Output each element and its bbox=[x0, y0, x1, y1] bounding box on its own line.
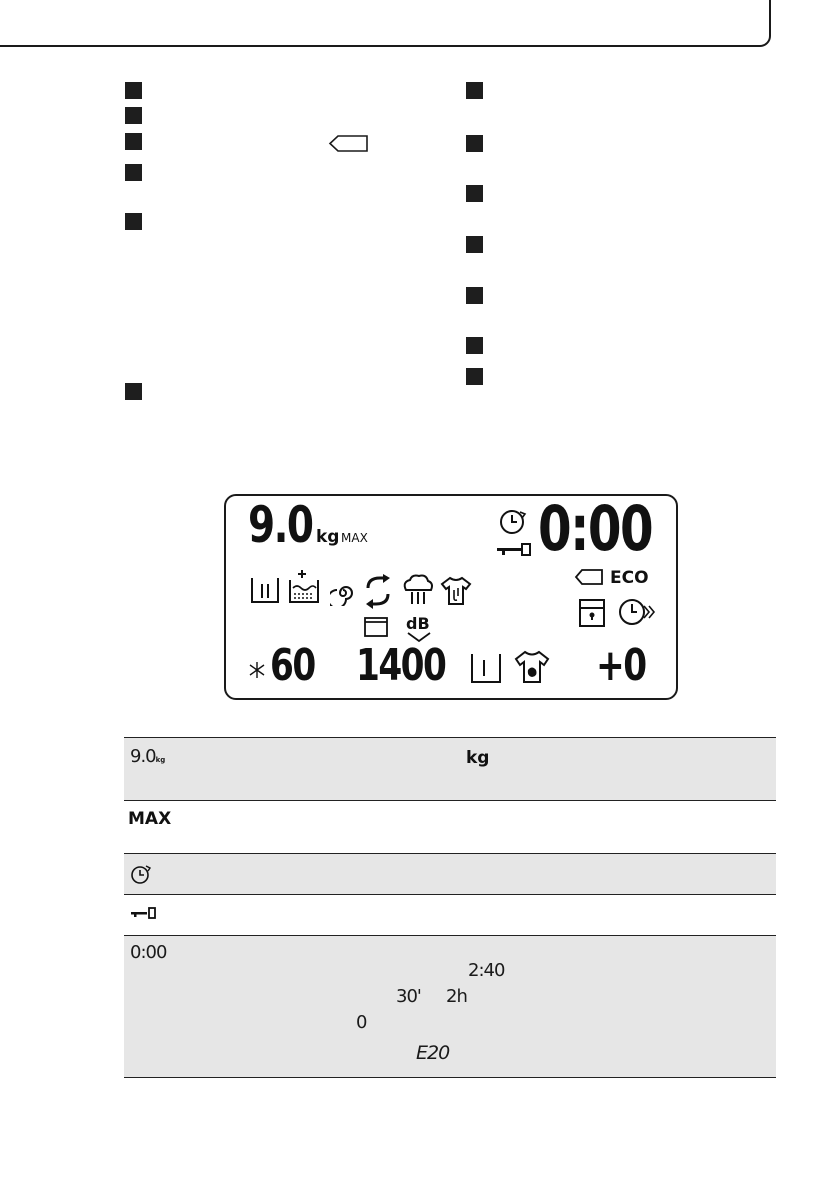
row-weight-icon-unit: kg bbox=[155, 756, 166, 764]
delay-clock-icon bbox=[498, 508, 528, 536]
table-row-time bbox=[124, 936, 776, 1078]
marker-9 bbox=[466, 185, 483, 202]
row-time-value-3: 2h bbox=[446, 986, 467, 1007]
table-row-lock bbox=[124, 895, 776, 936]
eco-label-tag-icon bbox=[574, 568, 604, 586]
marker-13 bbox=[466, 368, 483, 385]
header-rule-graphic bbox=[0, 0, 839, 50]
spin-value: 1400 bbox=[356, 640, 446, 691]
wash-tub-icon bbox=[470, 652, 502, 684]
rinse-arrows-icon bbox=[362, 574, 394, 610]
eco-label: ECO bbox=[610, 568, 649, 588]
marker-1 bbox=[125, 82, 142, 99]
row-time-value-2: 30' bbox=[396, 986, 421, 1007]
table-row-delay bbox=[124, 854, 776, 895]
marker-8 bbox=[466, 135, 483, 152]
marker-10 bbox=[466, 236, 483, 253]
marker-4 bbox=[125, 164, 142, 181]
eco-tag-icon bbox=[328, 134, 370, 154]
row-weight-icon bbox=[130, 746, 165, 767]
shirt-icon bbox=[440, 576, 472, 606]
detergent-box-icon bbox=[363, 616, 389, 638]
spin-spiral-icon bbox=[330, 580, 356, 606]
row-time-icon: 0:00 bbox=[130, 942, 167, 963]
stain-shirt-icon bbox=[514, 650, 550, 684]
prewash-tub-icon bbox=[250, 576, 280, 604]
row-time-value-1: 2:40 bbox=[468, 960, 505, 981]
marker-2 bbox=[125, 107, 142, 124]
row-error-code: E20 bbox=[416, 1042, 450, 1064]
extra-value: +0 bbox=[596, 640, 646, 691]
row-delay-clock-icon bbox=[130, 863, 154, 885]
row-time-value-4: 0 bbox=[356, 1012, 368, 1033]
row-max-icon: MAX bbox=[128, 809, 172, 829]
time-value: 0:00 bbox=[538, 492, 653, 565]
marker-11 bbox=[466, 287, 483, 304]
row-weight-icon-value: 9.0 bbox=[130, 746, 156, 767]
weight-value: 9.0 bbox=[248, 496, 313, 554]
time-saver-clock-icon bbox=[618, 596, 658, 628]
marker-6 bbox=[125, 383, 142, 400]
marker-5 bbox=[125, 213, 142, 230]
row-weight-kg: kg bbox=[466, 748, 490, 768]
row-child-lock-key-icon bbox=[130, 907, 158, 921]
temp-value: 60 bbox=[270, 640, 315, 691]
cold-star-icon bbox=[248, 660, 266, 680]
display-panel bbox=[224, 494, 678, 700]
weight-max: MAX bbox=[341, 531, 368, 545]
weight-unit: kg bbox=[316, 527, 340, 547]
db-label: dB bbox=[406, 614, 430, 633]
marker-7 bbox=[466, 82, 483, 99]
table-row-weight bbox=[124, 738, 776, 801]
symbol-table bbox=[124, 737, 776, 1078]
door-lock-icon bbox=[578, 598, 606, 628]
soak-tub-icon bbox=[288, 568, 320, 604]
marker-12 bbox=[466, 337, 483, 354]
marker-3 bbox=[125, 133, 142, 150]
child-lock-key-icon bbox=[496, 542, 534, 558]
table-row-max bbox=[124, 801, 776, 854]
steam-cloud-icon bbox=[400, 572, 436, 608]
